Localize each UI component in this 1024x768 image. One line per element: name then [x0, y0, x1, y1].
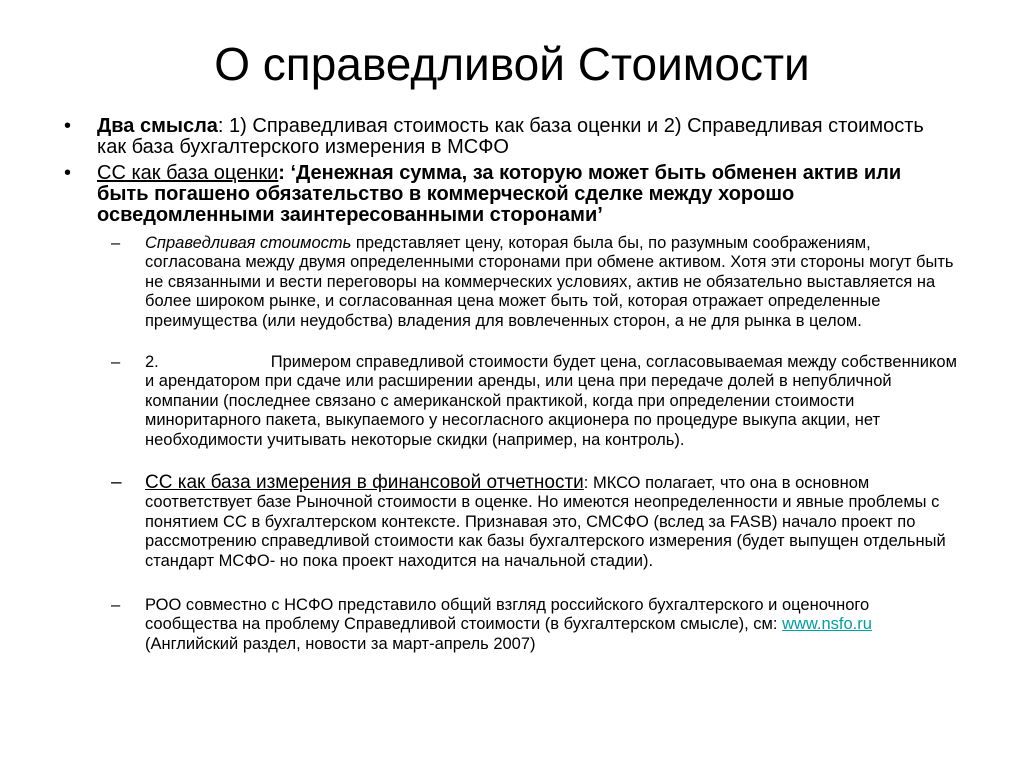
dash-bullet: –: [111, 596, 121, 614]
subitem-roo-nsfo: [111, 596, 965, 654]
subitem-text: : МКСО полагает, что она в основном соответствует базе Рыночной стоимости в оценке. Но имеются неопределенности и явные проблемы с понятием СС в бухгалтерском контексте. Признавая это, СМСФО (вслед за FASB) начало проект по рассмотрению справедливой стоимости как базы бухгалтерского измерения (будет выпущен отдельный стандарт МСФО- но пока проект находится на начальной стадии).: [145, 474, 946, 570]
item-lead: СС как база оценки: [97, 162, 279, 184]
bullet-item-valuation-basis: [64, 162, 947, 226]
bullet-item-two-meanings: [64, 115, 947, 158]
dash-bullet: –: [111, 234, 121, 252]
slide-title: О справедливой Стоимости: [214, 38, 810, 90]
item-text: : ‘Денежная сумма, за которую может быть обменен актив или быть погашено обязательство в коммерческой сделке между хорошо осведомленными заинтересованными сторонами’: [97, 162, 902, 226]
subitem-financial-reporting: [111, 472, 965, 571]
subitem-text: Примером справедливой стоимости будет цена, согласовываемая между собственником и арендатором при сдаче или расширении аренды, или цена при передаче долей в непубличной компании (последнее связано с американской практикой, когда при определении стоимости миноритарного пакета, выкупаемого у несогласного акционера по процедуре выкупа акции, нет необходимости учитывать некоторые скидки (например, на контроль).: [145, 353, 957, 449]
subitem-lead: Справедливая стоимость: [145, 234, 352, 252]
subitem-text-after: (Английский раздел, новости за март-апрель 2007): [145, 634, 536, 653]
subitem-text-before: РОО совместно с НСФО представило общий взгляд российского бухгалтерского и оценочного сообщества на проблему Справедливой стоимости (в бухгалтерском смысле), см:: [145, 596, 870, 634]
subitem-lead: СС как база измерения в финансовой отчетности: [145, 472, 584, 493]
item-lead: Два смысла: [97, 115, 218, 137]
bullet-dot: •: [64, 162, 72, 184]
item-text: : 1) Справедливая стоимость как база оценки и 2) Справедливая стоимость как база бухгалтерского измерения в МСФО: [97, 115, 924, 158]
subitem-fair-value-definition: [111, 234, 965, 331]
bullet-dot: •: [64, 115, 72, 137]
subitem-text: представляет цену, которая была бы, по разумным соображениям, согласована между двумя определенными сторонами при обмене активом. Хотя эти стороны могут быть не связанными и вести переговоры на коммерческих условиях, актив не обязательно выставляется на более широком рынке, и согласованная цена может быть той, которая отражает определенные преимущества (или неудобства) владения для вовлеченных сторон, а не для рынка в целом.: [145, 234, 954, 330]
dash-bullet: –: [111, 472, 122, 493]
subitem-number: 2.: [145, 353, 159, 371]
nsfo-link[interactable]: www.nsfo.ru: [782, 615, 872, 634]
dash-bullet: –: [111, 353, 121, 371]
subitem-example: [111, 353, 965, 450]
